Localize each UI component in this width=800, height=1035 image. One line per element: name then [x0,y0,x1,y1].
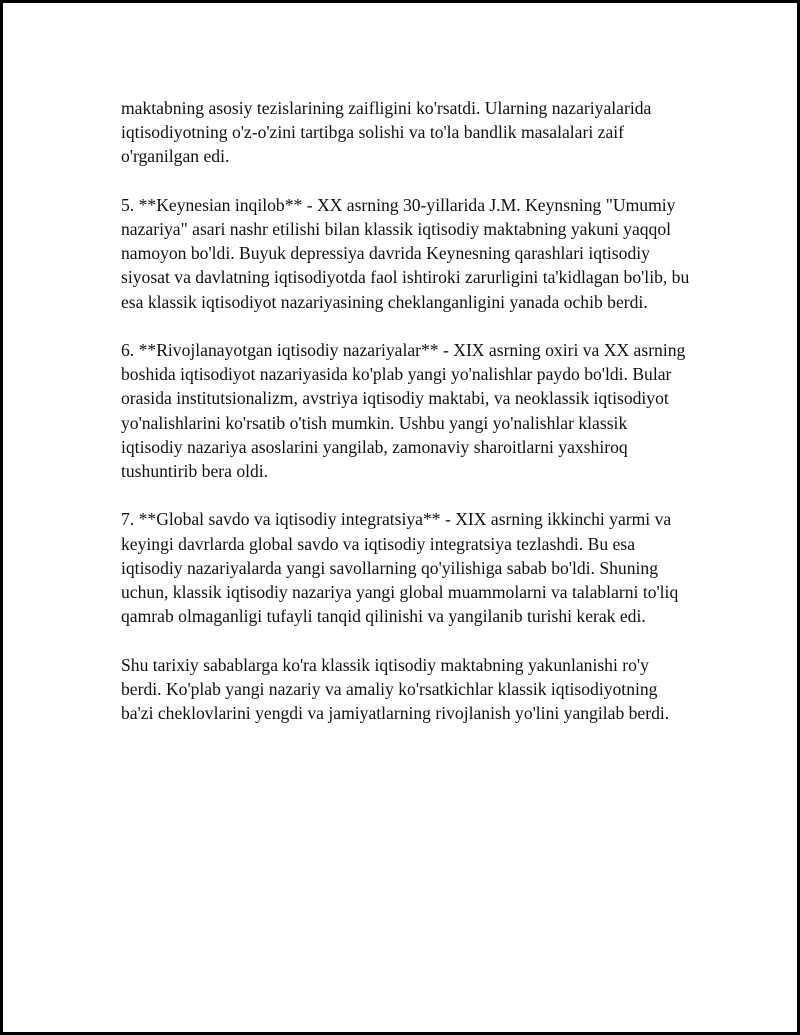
document-body [121,96,691,725]
paragraph-keynesian-revolution: 5. **Keynesian inqilob** - XX asrning 30-yillarida J.M. Keynsning "Umumiy nazariya" asari nashr etilishi bilan klassik iqtisodiy maktabning yakuni yaqqol namoyon bo'ldi. Buyuk depressiya davrida Keynesning qarashlari iqtisodiy siyosat va davlatning iqtisodiyotda faol ishtiroki zarurligini ta'kidlagan bo'lib, bu esa klassik iqtisodiyot nazariyasining cheklanganligini yanada ochib berdi. [121,194,690,312]
paragraph-conclusion: Shu tarixiy sabablarga ko'ra klassik iqtisodiy maktabning yakunlanishi ro'y berdi. Ko'plab yangi nazariy va amaliy ko'rsatkichlar klassik iqtisodiyotning ba'zi cheklovlarini yengdi va jamiyatlarning rivojlanish yo'lini yangilab berdi. [121,654,670,724]
paragraph-intro-continuation: maktabning asosiy tezislarining zaifligini ko'rsatdi. Ularning nazariyalarida iqtisodiyotning o'z-o'zini tartibga solishi va to'la bandlik masalalari zaif o'rganilgan edi. [121,98,652,167]
paragraph-global-trade: 7. **Global savdo va iqtisodiy integratsiya** - XIX asrning ikkinchi yarmi va keyingi davrlarda global savdo va iqtisodiy integratsiya tezlashdi. Bu esa iqtisodiy nazariyalarda yangi savollarning qo'yilishiga sabab bo'ldi. Shuning uchun, klassik iqtisodiy nazariya yangi global muammolarni va talablarni to'liq qamrab olmaganligi tufayli tanqid qilinishi va yangilanib turishi kerak edi. [121,509,679,627]
paragraph-emerging-theories: 6. **Rivojlanayotgan iqtisodiy nazariyalar** - XIX asrning oxiri va XX asrning boshida iqtisodiyot nazariyasida ko'plab yangi yo'nalishlar paydo bo'ldi. Bular orasida institutsionalizm, avstriya iqtisodiy maktabi, va neoklassik iqtisodiyot yo'nalishlarini ko'rsatib o'tish mumkin. Ushbu yangi yo'nalishlar klassik iqtisodiy nazariya asoslarini yangilab, zamonaviy sharoitlarni yaxshiroq tushuntirib bera oldi. [121,340,686,482]
